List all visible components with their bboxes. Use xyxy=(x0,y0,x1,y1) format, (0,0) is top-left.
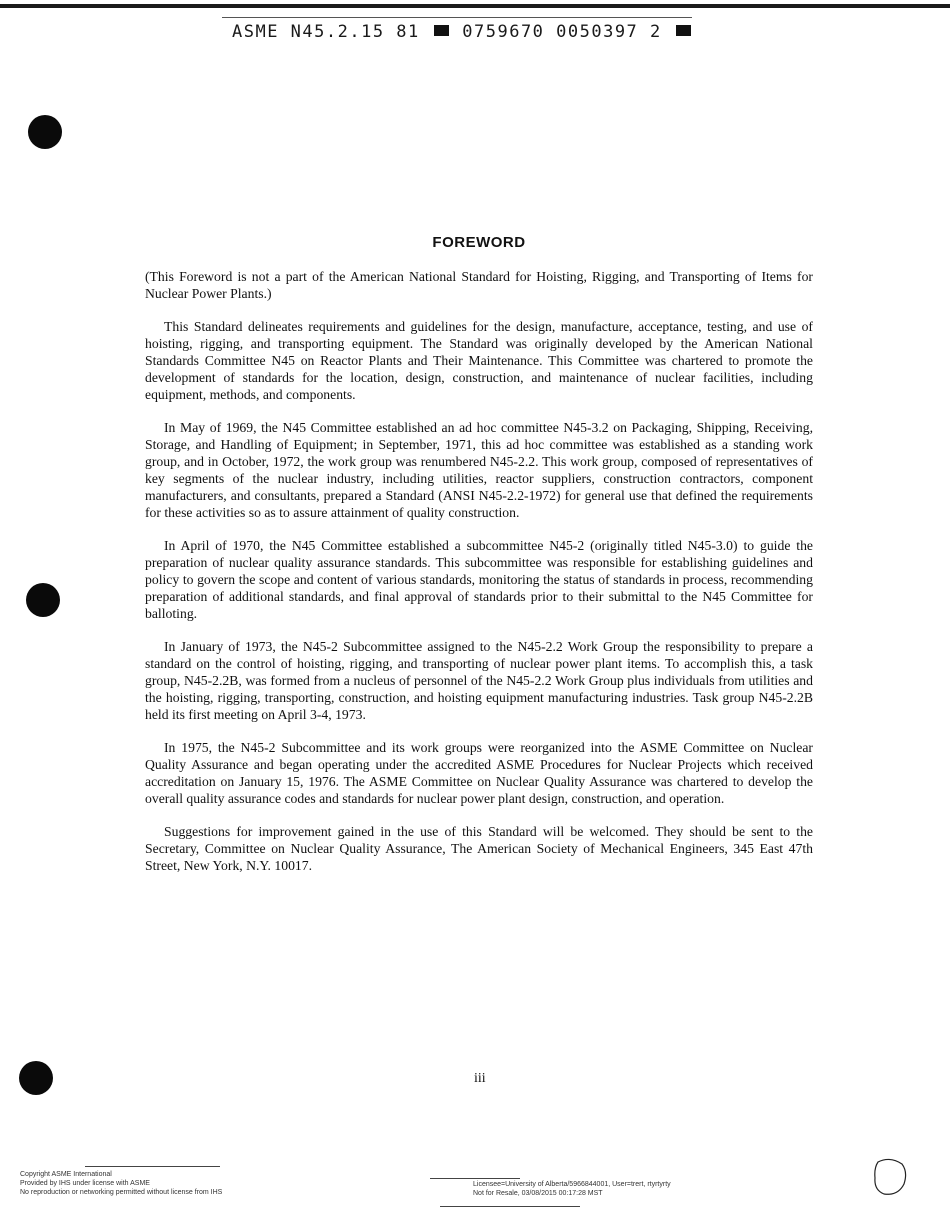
binder-hole-bottom xyxy=(19,1061,53,1095)
paragraph: In January of 1973, the N45-2 Subcommittee assigned to the N45-2.2 Work Group the responsibility to prepare a standard on the control of hoisting, rigging, and transporting of nuclear power plant items. To accomplish this, a task group, N45-2.2B, was formed from a nucleus of personnel of the N45-2.2 Work Group plus individuals from utilities and the hoisting, rigging, transporting, construction, and hoisting equipment manufacturing industries. Task group N45-2.2B held its first meeting on April 3-4, 1973. xyxy=(145,639,813,722)
paragraph: In May of 1969, the N45 Committee established an ad hoc committee N45-3.2 on Packaging, Shipping, Receiving, Storage, and Handling of Equipment; in September, 1971, this ad hoc committee was established as a standing work group, and in October, 1972, the work group was renumbered N45-2.2. This work group, composed of representatives of key segments of the nuclear industry, including utilities, reactor suppliers, construction contractors, component manufacturers, and consultants, prepared a Standard (ANSI N45-2.2-1972) for general use that defined the requirements for these activities so as to assure attainment of quality construction. xyxy=(145,420,813,520)
footer-line: Licensee=University of Alberta/5966844001, User=trert, rtyrtyrty xyxy=(473,1181,671,1188)
footer-line: Not for Resale, 03/08/2015 00:17:28 MST xyxy=(473,1190,603,1197)
binder-hole-middle xyxy=(26,583,60,617)
black-mark-icon xyxy=(434,25,449,36)
footer-line: Copyright ASME International xyxy=(20,1171,112,1178)
footer-line: No reproduction or networking permitted without license from IHS xyxy=(20,1189,223,1196)
footer-rule-right xyxy=(430,1178,520,1179)
paragraph: In April of 1970, the N45 Committee established a subcommittee N45-2 (originally titled N45-3.0) to guide the preparation of nuclear quality assurance standards. This subcommittee was responsible for establishing guidelines and policy to govern the scope and content of various standards, monitoring the status of standards in process, recommending preparation of additional standards, and final approval of standards prior to their submittal to the N45 Committee for balloting. xyxy=(145,538,813,621)
binder-hole-top xyxy=(28,115,62,149)
black-mark-icon xyxy=(676,25,691,36)
document-code: ASME N45.2.15 81 xyxy=(232,22,420,42)
paragraph: This Standard delineates requirements and guidelines for the design, manufacture, acceptance, testing, and use of hoisting, rigging, and transporting equipment. The Standard was originally developed by the American National Standards Committee N45 on Reactor Plants and Their Maintenance. This Committee was chartered to promote the development of standards for the location, design, construction, and maintenance of nuclear facilities, including equipment, methods, and components. xyxy=(145,319,813,402)
document-code-header xyxy=(232,22,693,42)
header-rule xyxy=(222,17,692,18)
corner-stamp-icon xyxy=(872,1158,908,1198)
paragraph: In 1975, the N45-2 Subcommittee and its work groups were reorganized into the ASME Committee on Nuclear Quality Assurance and began operating under the accredited ASME Procedures for Nuclear Projects which received accreditation on January 15, 1976. The ASME Committee on Nuclear Quality Assurance was chartered to develop the overall quality assurance codes and standards for nuclear power plant design, construction, and operation. xyxy=(145,740,813,806)
top-border-rule xyxy=(0,4,950,8)
paragraph: Suggestions for improvement gained in the use of this Standard will be welcomed. They should be sent to the Secretary, Committee on Nuclear Quality Assurance, The American Society of Mechanical Engineers, 345 East 47th Street, New York, N.Y. 10017. xyxy=(145,824,813,873)
document-serial: 0759670 0050397 2 xyxy=(462,22,662,42)
preamble: (This Foreword is not a part of the American National Standard for Hoisting, Rigging, and Transporting of Items for Nuclear Power Plants.) xyxy=(145,269,813,301)
page-title: FOREWORD xyxy=(432,234,526,251)
foreword-body xyxy=(145,268,813,890)
footer-rule-bottom xyxy=(440,1206,580,1207)
footer-line: Provided by IHS under license with ASME xyxy=(20,1180,150,1187)
footer-copyright xyxy=(20,1170,222,1197)
footer-license xyxy=(473,1180,671,1198)
page-number: iii xyxy=(474,1071,486,1086)
footer-rule-left xyxy=(85,1166,220,1167)
